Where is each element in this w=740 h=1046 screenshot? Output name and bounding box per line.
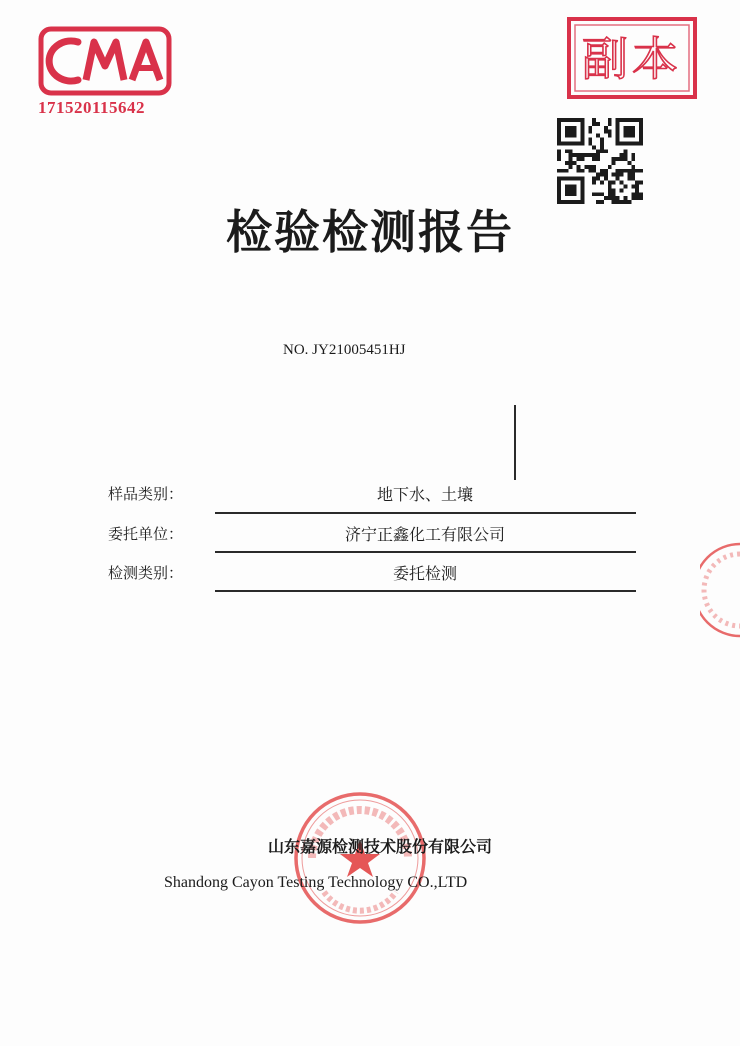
cma-certificate-number: 171520115642 — [38, 98, 146, 117]
edge-seal — [700, 540, 740, 640]
field-underline — [215, 551, 636, 553]
field-label-client: 委托单位： — [108, 525, 184, 543]
field-value-sample-type: 地下水、土壤 — [376, 485, 473, 504]
copy-stamp — [566, 16, 698, 100]
field-label-sample-type: 样品类别： — [108, 485, 184, 503]
field-value-test-type: 委托检测 — [392, 564, 457, 583]
qr-code-icon — [556, 118, 644, 204]
svg-text:副本: 副本 — [582, 32, 682, 86]
company-seal — [290, 788, 430, 928]
company-name-en: Shandong Cayon Testing Technology CO.,LTD — [164, 874, 468, 891]
company-name-cn: 山东嘉源检测技术股份有限公司 — [267, 837, 492, 856]
cma-logo — [38, 26, 172, 96]
field-label-test-type: 检测类别： — [108, 564, 184, 582]
report-number: NO. JY21005451HJ — [283, 342, 406, 358]
field-underline — [215, 590, 636, 592]
margin-mark — [514, 405, 516, 480]
field-value-client: 济宁正鑫化工有限公司 — [344, 525, 505, 544]
report-title: 检验检测报告 — [226, 205, 514, 259]
field-underline — [215, 512, 636, 514]
